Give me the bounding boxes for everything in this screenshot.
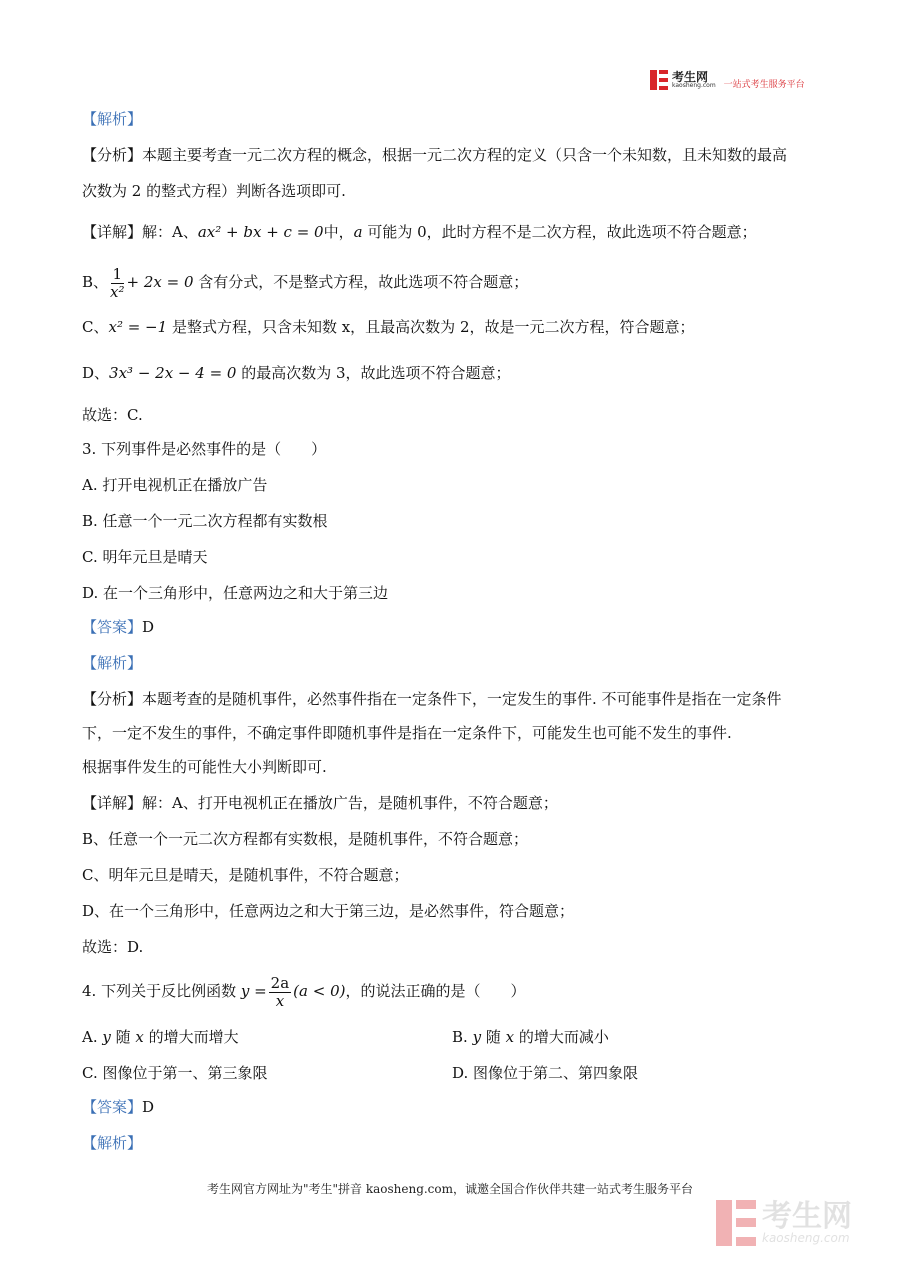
logo-domain: kaosheng.com bbox=[672, 82, 716, 89]
question-4 bbox=[82, 966, 525, 1016]
equation-d: 3x³ − 2x − 4 = 0 bbox=[109, 364, 237, 382]
var-y: y bbox=[102, 1028, 111, 1046]
fraction-denominator: x² bbox=[110, 282, 125, 301]
fraction-1-over-x2 bbox=[110, 264, 125, 301]
watermark-domain: kaosheng.com bbox=[762, 1231, 850, 1245]
detail-line-d: D、在一个三角形中，任意两边之和大于第三边，是必然事件，符合题意； bbox=[82, 902, 575, 920]
option-text: 随 bbox=[481, 1028, 506, 1046]
answer-4 bbox=[82, 1096, 154, 1118]
analysis-line-3: 根据事件发生的可能性大小判断即可. bbox=[82, 758, 327, 776]
answer-value: D bbox=[142, 1098, 155, 1116]
choice-line: 故选：D. bbox=[82, 938, 144, 956]
question-3-option-d: D. 在一个三角形中，任意两边之和大于第三边 bbox=[82, 584, 389, 602]
analysis-line-2: 次数为 2 的整式方程）判断各选项即可. bbox=[82, 182, 346, 200]
detail-line-d bbox=[82, 362, 511, 384]
fraction-denominator: x bbox=[275, 991, 285, 1010]
question-4-option-c: C. 图像位于第一、第三象限 bbox=[82, 1064, 268, 1082]
option-text: 随 bbox=[110, 1028, 136, 1046]
label-answer: 【答案】 bbox=[82, 618, 143, 636]
var-y: y bbox=[472, 1028, 482, 1046]
question-4-options-row-1 bbox=[82, 1026, 822, 1048]
var-x: x bbox=[505, 1028, 515, 1046]
detail-prefix: 解：A、 bbox=[142, 223, 198, 241]
option-c-label: C、 bbox=[82, 318, 109, 336]
detail-line-b: B、任意一个一元二次方程都有实数根，是随机事件，不符合题意； bbox=[82, 830, 529, 848]
analysis-line-2: 下，一定不发生的事件，不确定事件即随机事件是指在一定条件下，可能发生也可能不发生的事件. bbox=[82, 724, 732, 742]
detail-b-text: 含有分式，不是整式方程，故此选项不符合题意； bbox=[193, 273, 529, 291]
label-analysis: 【分析】 bbox=[82, 146, 143, 164]
watermark-name: 考生网 bbox=[762, 1199, 852, 1234]
question-4-option-d: D. 图像位于第二、第四象限 bbox=[452, 1064, 639, 1082]
detail-d-text: 的最高次数为 3，故此选项不符合题意； bbox=[236, 364, 511, 382]
header-logo bbox=[650, 70, 805, 90]
question-3: 3. 下列事件是必然事件的是（ ） bbox=[82, 440, 327, 458]
label-detail: 【详解】 bbox=[82, 223, 143, 241]
detail-c-text: 是整式方程，只含未知数 x，且最高次数为 2，故是一元二次方程，符合题意； bbox=[167, 318, 695, 336]
watermark-logo-icon bbox=[716, 1200, 756, 1246]
question-3-option-c: C. 明年元旦是晴天 bbox=[82, 548, 208, 566]
question-3-option-a: A. 打开电视机正在播放广告 bbox=[82, 476, 268, 494]
label-answer: 【答案】 bbox=[82, 1098, 143, 1116]
question-3-option-b: B. 任意一个一元二次方程都有实数根 bbox=[82, 512, 328, 530]
analysis-text: 本题考查的是随机事件，必然事件指在一定条件下，一定发生的事件. 不可能事件是指在一定条件 bbox=[142, 690, 782, 708]
logo-slogan: 一站式考生服务平台 bbox=[723, 79, 805, 90]
section-tag: 【解析】 bbox=[82, 1134, 143, 1152]
analysis-line bbox=[82, 688, 782, 710]
equation-c: x² = −1 bbox=[108, 318, 168, 336]
detail-line-b bbox=[82, 260, 528, 304]
footer-text: 考生网官方网址为"考生"拼音 kaosheng.com，诚邀全国合作伙伴共建一站式考生服务平台 bbox=[206, 1182, 694, 1196]
label-detail: 【详解】 bbox=[82, 794, 143, 812]
option-label: B. bbox=[452, 1028, 473, 1046]
detail-line-a bbox=[82, 221, 757, 243]
detail-text: 解：A、打开电视机正在播放广告，是随机事件，不符合题意； bbox=[142, 794, 558, 812]
option-b-label: B、 bbox=[82, 273, 109, 291]
equation-general: ax² + bx + c = 0 bbox=[197, 223, 324, 241]
logo-icon bbox=[650, 70, 668, 90]
question-4-suffix: ，的说法正确的是（ ） bbox=[345, 982, 526, 1000]
equation-b-rest: + 2x = 0 bbox=[126, 273, 194, 291]
answer-value: D bbox=[142, 618, 155, 636]
detail-line-c bbox=[82, 316, 695, 338]
choice-line: 故选：C. bbox=[82, 406, 143, 424]
question-4-options-row-2 bbox=[82, 1062, 822, 1084]
fraction-2a-over-x bbox=[269, 973, 292, 1010]
answer-3 bbox=[82, 616, 154, 638]
option-text: 的增大而增大 bbox=[143, 1028, 239, 1046]
function-condition: (a < 0) bbox=[293, 982, 346, 1000]
question-4-prefix: 4. 下列关于反比例函数 bbox=[82, 982, 241, 1000]
var-a: a bbox=[353, 223, 363, 241]
analysis-text: 本题主要考查一元二次方程的概念，根据一元二次方程的定义（只含一个未知数，且未知数的最高 bbox=[142, 146, 788, 164]
logo-name: 考生网 bbox=[672, 70, 709, 84]
detail-line bbox=[82, 792, 558, 814]
analysis-line bbox=[82, 144, 787, 166]
var-x: x bbox=[135, 1028, 144, 1046]
fraction-numerator: 2a bbox=[270, 973, 290, 992]
question-4-option-b bbox=[452, 1026, 609, 1048]
label-analysis: 【分析】 bbox=[82, 690, 143, 708]
fraction-numerator: 1 bbox=[112, 264, 123, 283]
question-4-option-a bbox=[82, 1028, 239, 1046]
section-tag: 【解析】 bbox=[82, 110, 143, 128]
function-lhs: y = bbox=[240, 982, 267, 1000]
detail-text: 可能为 0，此时方程不是二次方程，故此选项不符合题意； bbox=[362, 223, 757, 241]
option-label: A. bbox=[82, 1028, 103, 1046]
option-text: 的增大而减小 bbox=[514, 1028, 609, 1046]
detail-line-c: C、明年元旦是晴天，是随机事件，不符合题意； bbox=[82, 866, 409, 884]
watermark bbox=[716, 1200, 852, 1246]
detail-mid: 中， bbox=[323, 223, 354, 241]
section-tag: 【解析】 bbox=[82, 654, 143, 672]
option-d-label: D、 bbox=[82, 364, 110, 382]
